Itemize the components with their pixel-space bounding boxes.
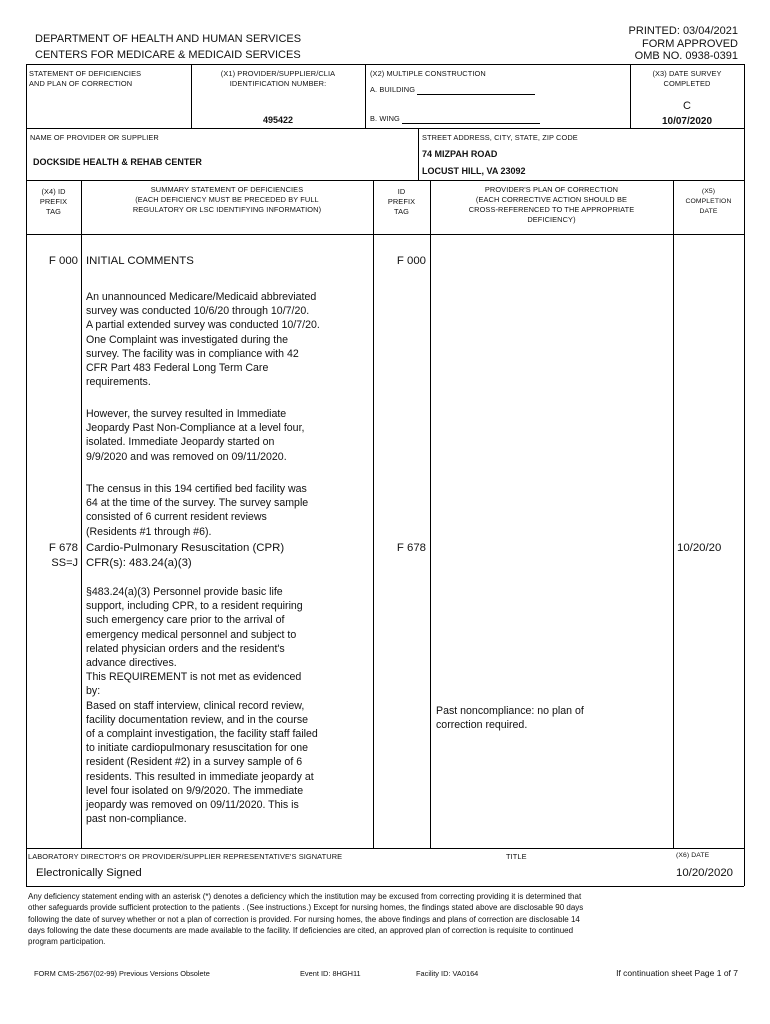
id-header: ID PREFIX TAG [387, 187, 416, 216]
plan-header: PROVIDER'S PLAN OF CORRECTION (EACH CORRECTIVE ACTION SHOULD BE CROSS-REFERENCED TO THE APPROPRIATE DEFICIENCY) [468, 185, 635, 224]
signature-value: Electronically Signed [36, 867, 142, 879]
event-id: Event ID: 8HGH11 [300, 969, 361, 978]
facility-id: Facility ID: VA0164 [416, 969, 479, 978]
tag-f000-right: F 000 [396, 255, 426, 267]
omb-number: OMB NO. 0938-0391 [634, 50, 738, 62]
signature-date: 10/20/2020 [676, 867, 734, 879]
paragraph-jeopardy: However, the survey resulted in Immediate Jeopardy Past Non-Compliance at a level four, isolated. Immediate Jeopardy started on 9/9/2020 and was removed on 09/11/2020. [86, 408, 305, 463]
page-indicator: If continuation sheet Page 1 of 7 [616, 968, 738, 978]
x5-header: (X5) COMPLETION DATE [685, 188, 732, 215]
paragraph-census: The census in this 194 certified bed facility was 64 at the time of the survey. The survey sample consisted of 6 current resident reviews (Residents #1 through #6). [86, 483, 309, 538]
rule [430, 180, 431, 848]
rule [26, 886, 744, 887]
f678-title: Cardio-Pulmonary Resuscitation (CPR) [86, 542, 285, 554]
severity-tag: SS=J [51, 557, 78, 569]
building-label-text: A. BUILDING [370, 85, 416, 94]
x4-header: (X4) ID PREFIX TAG [39, 187, 68, 216]
building-blank [417, 85, 535, 95]
rule [26, 64, 744, 65]
signature-label: LABORATORY DIRECTOR'S OR PROVIDER/SUPPLIER REPRESENTATIVE'S SIGNATURE [28, 852, 343, 861]
f678-cfr: CFR(s): 483.24(a)(3) [86, 557, 192, 569]
provider-id: 495422 [262, 115, 294, 125]
wing-label [370, 114, 540, 124]
tag-f678-right: F 678 [396, 542, 426, 554]
summary-header: SUMMARY STATEMENT OF DEFICIENCIES (EACH DEFICIENCY MUST BE PRECEDED BY FULL REGULATORY OR LSC IDENTIFYING INFORMATION) [132, 185, 322, 214]
rule [26, 848, 744, 849]
initial-comments-title: INITIAL COMMENTS [86, 255, 194, 267]
provider-name-label: NAME OF PROVIDER OR SUPPLIER [30, 133, 159, 142]
printed-date: PRINTED: 03/04/2021 [628, 25, 738, 37]
address-label: STREET ADDRESS, CITY, STATE, ZIP CODE [422, 133, 578, 142]
rule [26, 128, 744, 129]
statement-label: STATEMENT OF DEFICIENCIES AND PLAN OF CORRECTION [29, 69, 142, 88]
completion-date: 10/20/20 [677, 542, 722, 554]
disclaimer-text: Any deficiency statement ending with an asterisk (*) denotes a deficiency which the institution may be excused from correcting providing it is determined that other safeguards provide sufficient protection to the patients . (See instructions.) Except for nursing homes, the findings stated above are disclosable 90 days following the date of survey whether or not a plan of correction is provided. For nursing homes, the above findings and plans of correction are disclosable 14 days following the date these documents are made available to the facility. If deficiencies are cited, an approved plan of correction is requisite to continued program participation. [28, 892, 584, 947]
paragraph-survey: An unannounced Medicare/Medicaid abbreviated survey was conducted 10/6/20 through 10/7/20. A partial extended survey was conducted 10/7/20. One Complaint was investigated during the survey. The facility was in compliance with 42 CFR Part 483 Federal Long Term Care requirements. [86, 291, 320, 389]
x3-label: (X3) DATE SURVEY COMPLETED [652, 69, 722, 88]
x2-label: (X2) MULTIPLE CONSTRUCTION [370, 69, 486, 78]
rule [673, 180, 674, 848]
tag-f000: F 000 [48, 255, 78, 267]
x6-date-label: (X6) DATE [676, 852, 710, 859]
address-line1: 74 MIZPAH ROAD [422, 149, 498, 159]
agency-title: CENTERS FOR MEDICARE & MEDICAID SERVICES [35, 49, 301, 61]
provider-name: DOCKSIDE HEALTH & REHAB CENTER [33, 157, 202, 167]
rule [418, 180, 744, 181]
rule [373, 180, 374, 848]
wing-label-text: B. WING [370, 114, 400, 123]
address-line2: LOCUST HILL, VA 23092 [422, 166, 526, 176]
paragraph-requirement: §483.24(a)(3) Personnel provide basic life support, including CPR, to a resident requiring such emergency care prior to the arrival of emergency medical personnel and subject to related physician orders and the resident's advance directives. This REQUIREMENT is not met as evidenced by: Based on staff interview, clinical record review, facility documentation review, and in the course of a complaint investigation, the facility staff failed to initiate cardiopulmonary resuscitation for one resident (Resident #2) in a survey sample of 6 residents. This resulted in immediate jeopardy at level four isolated on 9/9/2020. The immediate jeopardy was removed on 09/11/2020. This is past non-compliance. [86, 586, 318, 826]
wing-blank [402, 114, 540, 124]
rule [26, 234, 744, 235]
rule [81, 180, 82, 848]
rule [418, 128, 419, 180]
x1-label: (X1) PROVIDER/SUPPLIER/CLIA IDENTIFICATION NUMBER: [220, 69, 336, 88]
x3-letter: C [683, 100, 691, 112]
form-approved: FORM APPROVED [642, 38, 738, 50]
plan-of-correction-text: Past noncompliance: no plan of correction required. [436, 705, 584, 732]
title-label: TITLE [506, 852, 527, 861]
tag-f678: F 678 [48, 542, 78, 554]
form-number: FORM CMS-2567(02-99) Previous Versions Obsolete [34, 969, 210, 978]
rule [26, 180, 418, 181]
survey-date: 10/07/2020 [661, 116, 713, 127]
rule [744, 64, 745, 886]
building-label [370, 85, 535, 95]
department-title: DEPARTMENT OF HEALTH AND HUMAN SERVICES [35, 33, 302, 45]
rule [365, 64, 366, 128]
